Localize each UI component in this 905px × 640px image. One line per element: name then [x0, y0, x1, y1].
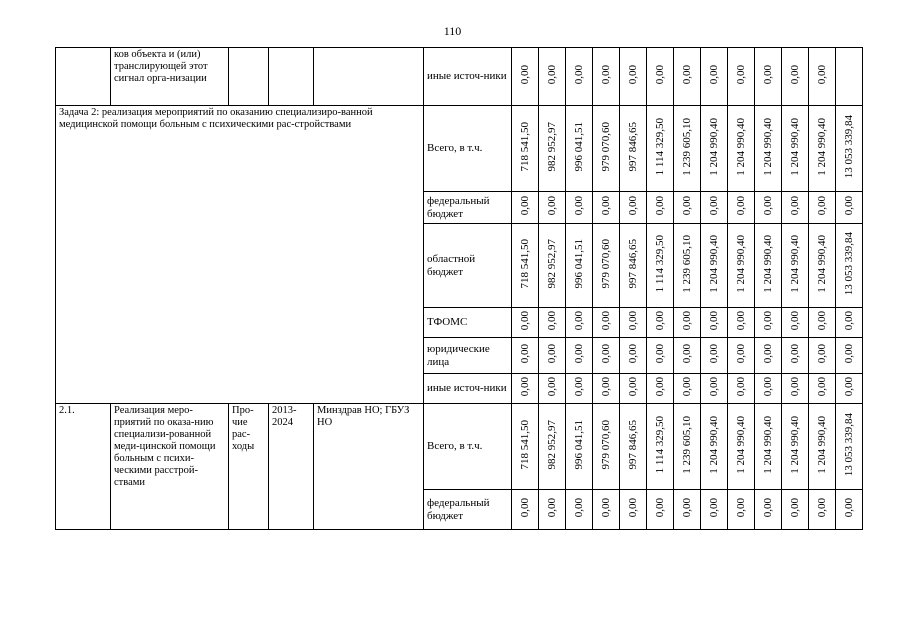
value-cell: [674, 106, 701, 192]
value-text: 0,00: [816, 376, 828, 397]
value-cell: [539, 308, 566, 338]
source-label: иные источ-ники: [424, 48, 512, 106]
value-text: 0,00: [843, 310, 855, 331]
value-cell: [809, 338, 836, 374]
value-cell: [809, 106, 836, 192]
value-text: 13 053 339,84: [843, 412, 855, 477]
value-text: 996 041,51: [573, 238, 585, 289]
value-cell: [701, 192, 728, 224]
value-cell: [620, 338, 647, 374]
value-text: 0,00: [681, 343, 693, 364]
value-text: 0,00: [627, 376, 639, 397]
value-text: 0,00: [600, 376, 612, 397]
value-text: 0,00: [708, 195, 720, 216]
value-text: 718 541,50: [519, 121, 531, 172]
value-text: 0,00: [843, 376, 855, 397]
value-text: 0,00: [762, 497, 774, 518]
cell-empty: [314, 48, 424, 106]
value-cell: 0,00: [674, 48, 701, 106]
value-text: 1 114 329,50: [654, 415, 666, 474]
table-row: [56, 404, 863, 490]
value-cell: [836, 404, 863, 490]
value-text: 0,00: [843, 497, 855, 518]
value-text: 0,00: [654, 376, 666, 397]
value-cell: [539, 106, 566, 192]
value-text: 0,00: [816, 310, 828, 331]
value-cell: [566, 192, 593, 224]
value-text: 0,00: [654, 310, 666, 331]
value-cell: [620, 224, 647, 308]
value-cell: [674, 224, 701, 308]
value-text: 996 041,51: [573, 419, 585, 470]
value-cell: [809, 404, 836, 490]
value-text: 996 041,51: [573, 121, 585, 172]
value-cell: [566, 338, 593, 374]
value-text: 1 204 990,40: [708, 234, 720, 293]
value-cell: [512, 224, 539, 308]
value-text: 0,00: [708, 343, 720, 364]
value-cell: [809, 192, 836, 224]
value-cell: [782, 192, 809, 224]
table-row: [56, 106, 863, 192]
value-text: 0,00: [816, 497, 828, 518]
top-fragment-text: ков объекта и (или) транслирующей этот сигнал орга-низации: [111, 48, 229, 106]
value-cell: [674, 192, 701, 224]
value-text: 0,00: [735, 497, 747, 518]
value-text: 0,00: [573, 195, 585, 216]
value-text: 1 239 605,10: [681, 234, 693, 293]
value-text: 0,00: [600, 343, 612, 364]
value-cell: [620, 192, 647, 224]
value-cell: [782, 404, 809, 490]
value-text: 1 204 990,40: [816, 234, 828, 293]
value-cell: [836, 374, 863, 404]
value-text: 0,00: [600, 195, 612, 216]
value-cell: [728, 490, 755, 530]
value-cell: [566, 374, 593, 404]
value-cell: 0,00: [620, 48, 647, 106]
value-cell: [593, 224, 620, 308]
value-text: 0,00: [654, 343, 666, 364]
value-cell: 0,00: [512, 48, 539, 106]
value-text: 0,00: [681, 497, 693, 518]
value-cell: [566, 106, 593, 192]
value-cell: [647, 490, 674, 530]
value-cell: [728, 308, 755, 338]
value-text: 979 070,60: [600, 238, 612, 289]
source-label: иные источ-ники: [424, 374, 512, 404]
value-cell: [755, 224, 782, 308]
value-cell: [836, 490, 863, 530]
value-cell: [593, 404, 620, 490]
value-text: 0,00: [519, 376, 531, 397]
value-text: 0,00: [762, 343, 774, 364]
value-cell: 0,00: [755, 48, 782, 106]
page-number: 110: [443, 24, 462, 38]
value-text: 0,00: [735, 195, 747, 216]
value-text: 0,00: [708, 376, 720, 397]
value-cell: 0,00: [809, 48, 836, 106]
value-cell: [620, 374, 647, 404]
value-cell: [782, 338, 809, 374]
value-text: 0,00: [816, 343, 828, 364]
value-cell: [620, 106, 647, 192]
value-cell: [701, 404, 728, 490]
value-cell: [674, 490, 701, 530]
value-text: 0,00: [546, 310, 558, 331]
value-text: 1 204 990,40: [735, 234, 747, 293]
source-label: федеральный бюджет: [424, 192, 512, 224]
value-text: 997 846,65: [627, 419, 639, 470]
value-text: 982 952,97: [546, 419, 558, 470]
value-cell: [593, 374, 620, 404]
value-cell: [755, 374, 782, 404]
value-text: 718 541,50: [519, 419, 531, 470]
value-text: 0,00: [735, 310, 747, 331]
value-text: 1 114 329,50: [654, 234, 666, 293]
value-cell: [620, 490, 647, 530]
value-cell: [755, 338, 782, 374]
value-cell: [701, 338, 728, 374]
item-period: 2013-2024: [269, 404, 314, 530]
value-cell: 0,00: [647, 48, 674, 106]
value-text: 0,00: [627, 343, 639, 364]
value-cell: [836, 224, 863, 308]
value-cell: [539, 338, 566, 374]
value-cell: [728, 338, 755, 374]
value-text: 0,00: [735, 343, 747, 364]
value-text: 0,00: [573, 310, 585, 331]
value-cell: [809, 374, 836, 404]
value-text: 0,00: [546, 376, 558, 397]
item-number: 2.1.: [56, 404, 111, 530]
value-cell: [701, 374, 728, 404]
value-text: 0,00: [627, 497, 639, 518]
value-cell: [593, 192, 620, 224]
value-cell: [566, 308, 593, 338]
value-text: 0,00: [789, 376, 801, 397]
source-label: федеральный бюджет: [424, 490, 512, 530]
value-cell: [647, 338, 674, 374]
value-cell: [728, 374, 755, 404]
value-text: 979 070,60: [600, 121, 612, 172]
value-cell: [701, 308, 728, 338]
value-text: 1 204 990,40: [816, 415, 828, 474]
value-cell: [647, 308, 674, 338]
value-text: 0,00: [519, 343, 531, 364]
value-cell: [701, 490, 728, 530]
value-cell: [512, 106, 539, 192]
value-cell: 0,00: [539, 48, 566, 106]
value-cell: [701, 224, 728, 308]
item-category: Про-чие рас-ходы: [229, 404, 269, 530]
value-text: 0,00: [573, 376, 585, 397]
value-text: 1 204 990,40: [735, 415, 747, 474]
value-cell: [593, 338, 620, 374]
value-cell: [782, 224, 809, 308]
value-text: 1 239 605,10: [681, 117, 693, 176]
value-text: 997 846,65: [627, 121, 639, 172]
value-text: 0,00: [735, 376, 747, 397]
value-text: 1 204 990,40: [708, 117, 720, 176]
value-cell: [728, 106, 755, 192]
value-cell: [620, 308, 647, 338]
value-cell: [674, 308, 701, 338]
value-cell: 0,00: [593, 48, 620, 106]
value-cell: [674, 404, 701, 490]
value-text: 0,00: [708, 497, 720, 518]
value-text: 0,00: [789, 310, 801, 331]
value-cell: [674, 374, 701, 404]
value-cell: [674, 338, 701, 374]
value-text: 0,00: [789, 343, 801, 364]
value-cell: [809, 490, 836, 530]
value-text: 0,00: [546, 195, 558, 216]
value-text: 1 204 990,40: [735, 117, 747, 176]
value-cell: [782, 374, 809, 404]
value-cell: [647, 224, 674, 308]
value-cell: 0,00: [782, 48, 809, 106]
value-cell: [728, 192, 755, 224]
source-label: ТФОМС: [424, 308, 512, 338]
value-cell: [836, 106, 863, 192]
value-cell: [512, 308, 539, 338]
cell-empty: [269, 48, 314, 106]
source-label: Всего, в т.ч.: [424, 106, 512, 192]
value-text: 979 070,60: [600, 419, 612, 470]
value-cell: [512, 404, 539, 490]
value-cell: [809, 224, 836, 308]
value-cell: [566, 224, 593, 308]
value-cell: 0,00: [701, 48, 728, 106]
value-text: 1 204 990,40: [762, 117, 774, 176]
task-title: Задача 2: реализация мероприятий по оказанию специализиро-ванной медицинской помощи больным с психическими рас-стройствами: [56, 106, 424, 404]
value-text: 0,00: [627, 195, 639, 216]
value-cell: [728, 224, 755, 308]
value-cell: [539, 192, 566, 224]
value-cell: [782, 308, 809, 338]
value-text: 0,00: [762, 310, 774, 331]
value-cell: [647, 404, 674, 490]
value-cell: [836, 308, 863, 338]
value-cell: [593, 308, 620, 338]
value-text: 0,00: [573, 497, 585, 518]
value-cell: [512, 338, 539, 374]
value-text: 0,00: [789, 497, 801, 518]
source-label: Всего, в т.ч.: [424, 404, 512, 490]
value-text: 997 846,65: [627, 238, 639, 289]
value-cell: 0,00: [566, 48, 593, 106]
value-text: 1 239 605,10: [681, 415, 693, 474]
value-text: 1 204 990,40: [789, 234, 801, 293]
value-cell: [539, 374, 566, 404]
value-text: 1 204 990,40: [762, 415, 774, 474]
value-text: 0,00: [627, 310, 639, 331]
value-text: 0,00: [681, 376, 693, 397]
value-cell: [566, 490, 593, 530]
value-cell: [755, 490, 782, 530]
value-cell: [836, 192, 863, 224]
value-text: 718 541,50: [519, 238, 531, 289]
value-text: 0,00: [654, 195, 666, 216]
value-text: 13 053 339,84: [843, 114, 855, 179]
value-cell: [539, 404, 566, 490]
value-text: 0,00: [600, 310, 612, 331]
value-text: 0,00: [843, 195, 855, 216]
value-cell: [620, 404, 647, 490]
value-text: 0,00: [762, 195, 774, 216]
table-body: [56, 48, 863, 530]
value-text: 0,00: [546, 343, 558, 364]
value-cell: [836, 48, 863, 106]
value-text: 0,00: [519, 497, 531, 518]
value-text: 0,00: [573, 343, 585, 364]
value-text: 0,00: [843, 343, 855, 364]
value-text: 1 204 990,40: [762, 234, 774, 293]
item-name: Реализация меро-приятий по оказа-нию специализи-рованной меди-цинской помощи больным с психи-ческими расстрой-ствами: [111, 404, 229, 530]
value-text: 0,00: [681, 195, 693, 216]
item-executor: Минздрав НО; ГБУЗ НО: [314, 404, 424, 530]
value-cell: [647, 374, 674, 404]
value-cell: [755, 106, 782, 192]
value-cell: [782, 490, 809, 530]
value-text: 1 204 990,40: [816, 117, 828, 176]
value-text: 0,00: [654, 497, 666, 518]
source-label: юридические лица: [424, 338, 512, 374]
value-text: 0,00: [681, 310, 693, 331]
value-cell: [512, 374, 539, 404]
value-cell: [647, 192, 674, 224]
cell-empty: [56, 48, 111, 106]
value-cell: [836, 338, 863, 374]
value-cell: [701, 106, 728, 192]
value-text: 13 053 339,84: [843, 231, 855, 296]
value-text: 0,00: [762, 376, 774, 397]
budget-table: [55, 47, 863, 530]
value-cell: [809, 308, 836, 338]
value-text: 0,00: [519, 310, 531, 331]
value-text: 0,00: [789, 195, 801, 216]
value-cell: [566, 404, 593, 490]
value-text: 1 114 329,50: [654, 117, 666, 176]
value-cell: [647, 106, 674, 192]
value-text: 982 952,97: [546, 121, 558, 172]
value-cell: [512, 490, 539, 530]
value-text: 1 204 990,40: [789, 117, 801, 176]
value-cell: [782, 106, 809, 192]
value-cell: [539, 224, 566, 308]
value-text: 0,00: [816, 195, 828, 216]
value-cell: [512, 192, 539, 224]
value-text: 0,00: [546, 497, 558, 518]
table-row: [56, 48, 863, 106]
value-text: 1 204 990,40: [789, 415, 801, 474]
source-label: областной бюджет: [424, 224, 512, 308]
value-cell: [728, 404, 755, 490]
value-cell: [593, 490, 620, 530]
cell-empty: [229, 48, 269, 106]
value-cell: [755, 404, 782, 490]
value-cell: [755, 192, 782, 224]
value-text: 0,00: [600, 497, 612, 518]
value-text: 0,00: [708, 310, 720, 331]
value-text: 0,00: [519, 195, 531, 216]
value-cell: [539, 490, 566, 530]
value-cell: 0,00: [728, 48, 755, 106]
value-cell: [755, 308, 782, 338]
value-cell: [593, 106, 620, 192]
value-text: 982 952,97: [546, 238, 558, 289]
value-text: 1 204 990,40: [708, 415, 720, 474]
